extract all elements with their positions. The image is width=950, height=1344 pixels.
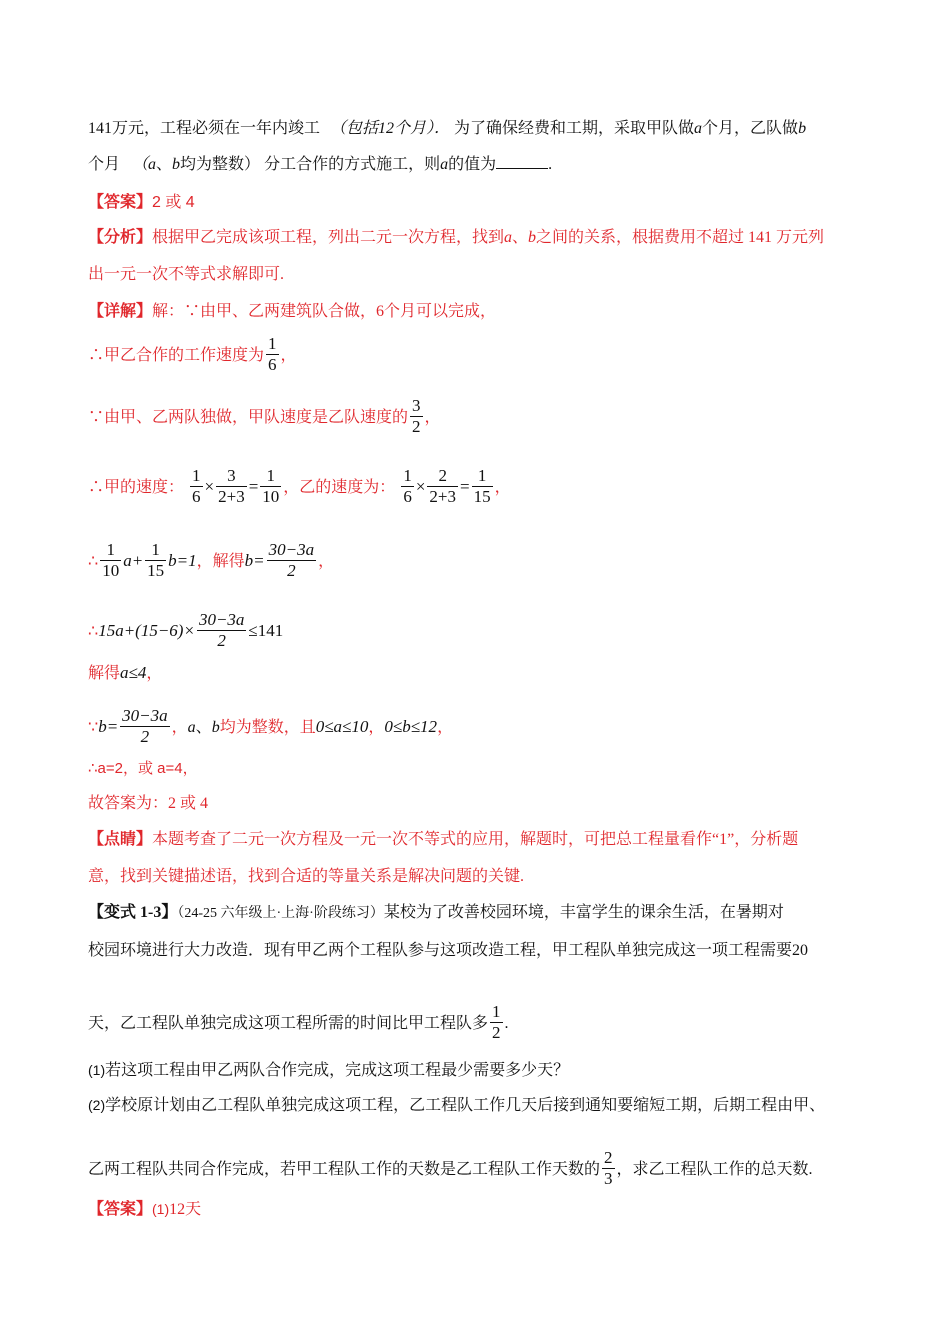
var-b: b — [798, 120, 807, 137]
answer-text: 2 或 4 — [152, 194, 195, 211]
times-sign: × — [415, 477, 426, 497]
math-expr: 0≤b≤12 — [384, 717, 438, 737]
fraction-den: 6 — [192, 487, 201, 506]
fraction-num: 3 — [412, 396, 421, 415]
fraction-den: 2 — [492, 1023, 501, 1042]
comment-tag: 【点睛】 — [88, 831, 153, 848]
math-expr: b= — [244, 551, 265, 571]
therefore-sign: ∴ — [88, 553, 99, 571]
question-text: ，求乙工程队工作的总天数. — [616, 1161, 813, 1179]
comment-text: 本题考查了二元一次方程及一元一次不等式的应用，解题时，可把总工程量看作“1”，分析题 — [152, 831, 799, 848]
punct: ， — [280, 347, 297, 365]
fraction — [145, 540, 166, 581]
detail-tag: 【详解】 — [88, 303, 153, 320]
detail-step-7 — [88, 662, 162, 685]
answer-2 — [88, 1198, 201, 1221]
var-a: a — [694, 120, 703, 137]
equals-sign: = — [460, 477, 470, 497]
fraction-num: 1 — [192, 466, 201, 485]
variant-line-3 — [88, 1004, 509, 1045]
punct: ， — [318, 553, 335, 571]
problem-text: 个月 — [88, 156, 121, 173]
answer-tag: 【答案】 — [88, 194, 153, 211]
answer-1 — [88, 192, 195, 214]
math-expr: 15a+(15−6)× — [98, 621, 195, 641]
fraction-num: 1 — [403, 466, 412, 485]
fraction-num: 30−3a — [198, 610, 245, 629]
fraction — [490, 1002, 503, 1043]
question-1 — [88, 1059, 569, 1082]
period: . — [548, 156, 553, 173]
var-a: a — [504, 229, 513, 246]
var-b: b — [211, 719, 220, 737]
var-a: a — [187, 719, 196, 737]
analysis-line-1 — [88, 227, 824, 249]
period: . — [504, 1015, 509, 1033]
answer-blank — [496, 154, 548, 169]
fraction-den: 15 — [473, 487, 491, 506]
question-2-line-1 — [88, 1094, 825, 1117]
fraction-den: 2 — [217, 631, 226, 650]
fraction-den: 2+3 — [218, 487, 245, 506]
fraction-den: 15 — [147, 561, 165, 580]
detail-text: ∴a=2，或 a=4， — [88, 760, 198, 777]
detail-text: 解得 — [88, 665, 121, 682]
fraction — [267, 540, 316, 581]
detail-step-10 — [88, 793, 208, 815]
question-number: (2) — [88, 1097, 106, 1113]
detail-text: ，乙的速度为： — [283, 479, 396, 497]
fraction-den: 3 — [604, 1169, 613, 1188]
fraction — [197, 610, 246, 651]
var-a: a — [440, 156, 449, 173]
fraction-num: 1 — [260, 466, 281, 487]
detail-text: ∴甲的速度： — [88, 479, 185, 497]
answer-number: (1) — [152, 1201, 170, 1217]
analysis-text: 之间的关系，根据费用不超过 141 万元列 — [536, 229, 825, 246]
fraction-num: 2 — [427, 466, 458, 487]
fraction-num: 3 — [216, 466, 247, 487]
fraction-den: 2 — [140, 727, 150, 746]
separator: 、 — [195, 719, 212, 737]
fraction-num: 30−3a — [268, 540, 315, 559]
fraction-den: 10 — [262, 487, 280, 506]
problem-line-1 — [88, 118, 806, 140]
var-b: b — [528, 229, 537, 246]
math-expr: a≤4 — [120, 663, 147, 682]
fraction-num: 1 — [268, 334, 277, 353]
question-number: (1) — [88, 1062, 106, 1078]
fraction-num: 1 — [492, 1002, 501, 1021]
variant-line-1 — [88, 902, 784, 925]
fraction — [427, 466, 458, 507]
detail-step-6 — [88, 612, 283, 653]
separator: 、 — [512, 229, 529, 246]
question-text: 学校原计划由乙工程队单独完成这项工程，乙工程队工作几天后接到通知要缩短工期，后期工程由甲、 — [105, 1097, 826, 1114]
fraction-den: 2 — [412, 417, 421, 436]
analysis-text: 出一元一次不等式求解即可. — [88, 266, 285, 283]
answer-tag: 【答案】 — [88, 1201, 153, 1218]
problem-text: 141万元，工程必须在一年内竣工 — [88, 120, 321, 137]
detail-step-3 — [88, 398, 441, 439]
math-expr: ≤141 — [248, 621, 284, 641]
detail-step-8 — [88, 708, 453, 749]
fraction-num: 2 — [604, 1148, 613, 1167]
detail-step-4 — [88, 468, 511, 509]
detail-step-1 — [88, 301, 496, 323]
fraction-den: 2+3 — [429, 487, 456, 506]
fraction — [266, 334, 279, 375]
detail-text: 故答案为：2 或 4 — [88, 795, 209, 812]
question-text: 若这项工程由甲乙两队合作完成，完成这项工程最少需要多少天？ — [105, 1062, 570, 1079]
paren-open: （ — [132, 156, 149, 173]
variant-text: 天，乙工程队单独完成这项工程所需的时间比甲工程队多 — [88, 1015, 489, 1033]
equals-sign: = — [248, 477, 259, 497]
detail-step-9 — [88, 758, 198, 780]
fraction — [401, 466, 414, 507]
comment-line-2 — [88, 866, 524, 888]
fraction-num: 30−3a — [122, 706, 168, 725]
punct: ， — [494, 479, 511, 497]
punct: ， — [437, 719, 454, 737]
fraction-den: 6 — [268, 355, 277, 374]
fraction-den: 2 — [287, 561, 296, 580]
punct: ， — [424, 409, 441, 427]
detail-text: ∴甲乙合作的工作速度为 — [88, 347, 265, 365]
because-sign: ∵ — [88, 719, 99, 737]
fraction — [410, 396, 423, 437]
fraction-den: 6 — [403, 487, 412, 506]
var-a: a — [148, 156, 157, 173]
comment-line-1 — [88, 829, 798, 851]
problem-paren: （包括12个月）． — [330, 120, 451, 137]
fraction-num: 1 — [472, 466, 493, 487]
math-expr: b=1 — [168, 551, 197, 571]
problem-line-2 — [88, 154, 552, 176]
analysis-text: 根据甲乙完成该项工程，列出二元一次方程，找到 — [152, 229, 505, 246]
punct: ， — [171, 719, 188, 737]
detail-text: 解：∵由甲、乙两建筑队合做，6个月可以完成， — [152, 303, 497, 320]
question-2-line-2 — [88, 1150, 813, 1191]
fraction — [216, 466, 247, 507]
fraction-num: 1 — [100, 540, 121, 561]
problem-text: 的值为 — [448, 156, 497, 173]
variant-tag: 【变式 1-3】 — [88, 904, 178, 921]
fraction — [602, 1148, 615, 1189]
detail-step-2 — [88, 336, 297, 377]
variant-line-2 — [88, 940, 808, 962]
therefore-sign: ∴ — [88, 623, 99, 641]
detail-text: ，解得 — [196, 553, 245, 571]
fraction — [120, 706, 169, 747]
problem-text: 个月，乙队做 — [702, 120, 799, 137]
punct: ， — [368, 719, 385, 737]
math-expr: a+ — [123, 551, 144, 571]
punct: ， — [146, 665, 163, 682]
fraction — [472, 466, 493, 507]
math-expr: 0≤a≤10 — [315, 717, 369, 737]
analysis-line-2 — [88, 264, 284, 286]
separator: 、 — [156, 156, 173, 173]
problem-text: 均为整数） — [180, 156, 261, 173]
var-b: b — [172, 156, 181, 173]
variant-text: 校园环境进行大力改造．现有甲乙两个工程队参与这项改造工程，甲工程队单独完成这一项工程需要20 — [88, 942, 809, 959]
question-text: 乙两工程队共同合作完成，若甲工程队工作的天数是乙工程队工作天数的 — [88, 1161, 601, 1179]
detail-text: 均为整数，且 — [219, 719, 316, 737]
variant-text: 某校为了改善校园环境，丰富学生的课余生活，在暑期对 — [383, 904, 784, 921]
analysis-tag: 【分析】 — [88, 229, 153, 246]
fraction-den: 10 — [102, 561, 120, 580]
answer-text: 12天 — [169, 1201, 202, 1218]
fraction-num: 1 — [145, 540, 166, 561]
comment-text: 意，找到关键描述语，找到合适的等量关系是解决问题的关键. — [88, 868, 525, 885]
fraction — [190, 466, 203, 507]
math-expr: b= — [98, 717, 119, 737]
detail-step-5 — [88, 542, 334, 583]
variant-source: （24-25 六年级上·上海·阶段练习） — [177, 906, 384, 921]
problem-text: 分工合作的方式施工，则 — [264, 156, 441, 173]
detail-text: ∵由甲、乙两队独做，甲队速度是乙队速度的 — [88, 409, 409, 427]
fraction — [100, 540, 121, 581]
problem-text: 为了确保经费和工期，采取甲队做 — [454, 120, 695, 137]
times-sign: × — [204, 477, 215, 497]
fraction — [260, 466, 281, 507]
